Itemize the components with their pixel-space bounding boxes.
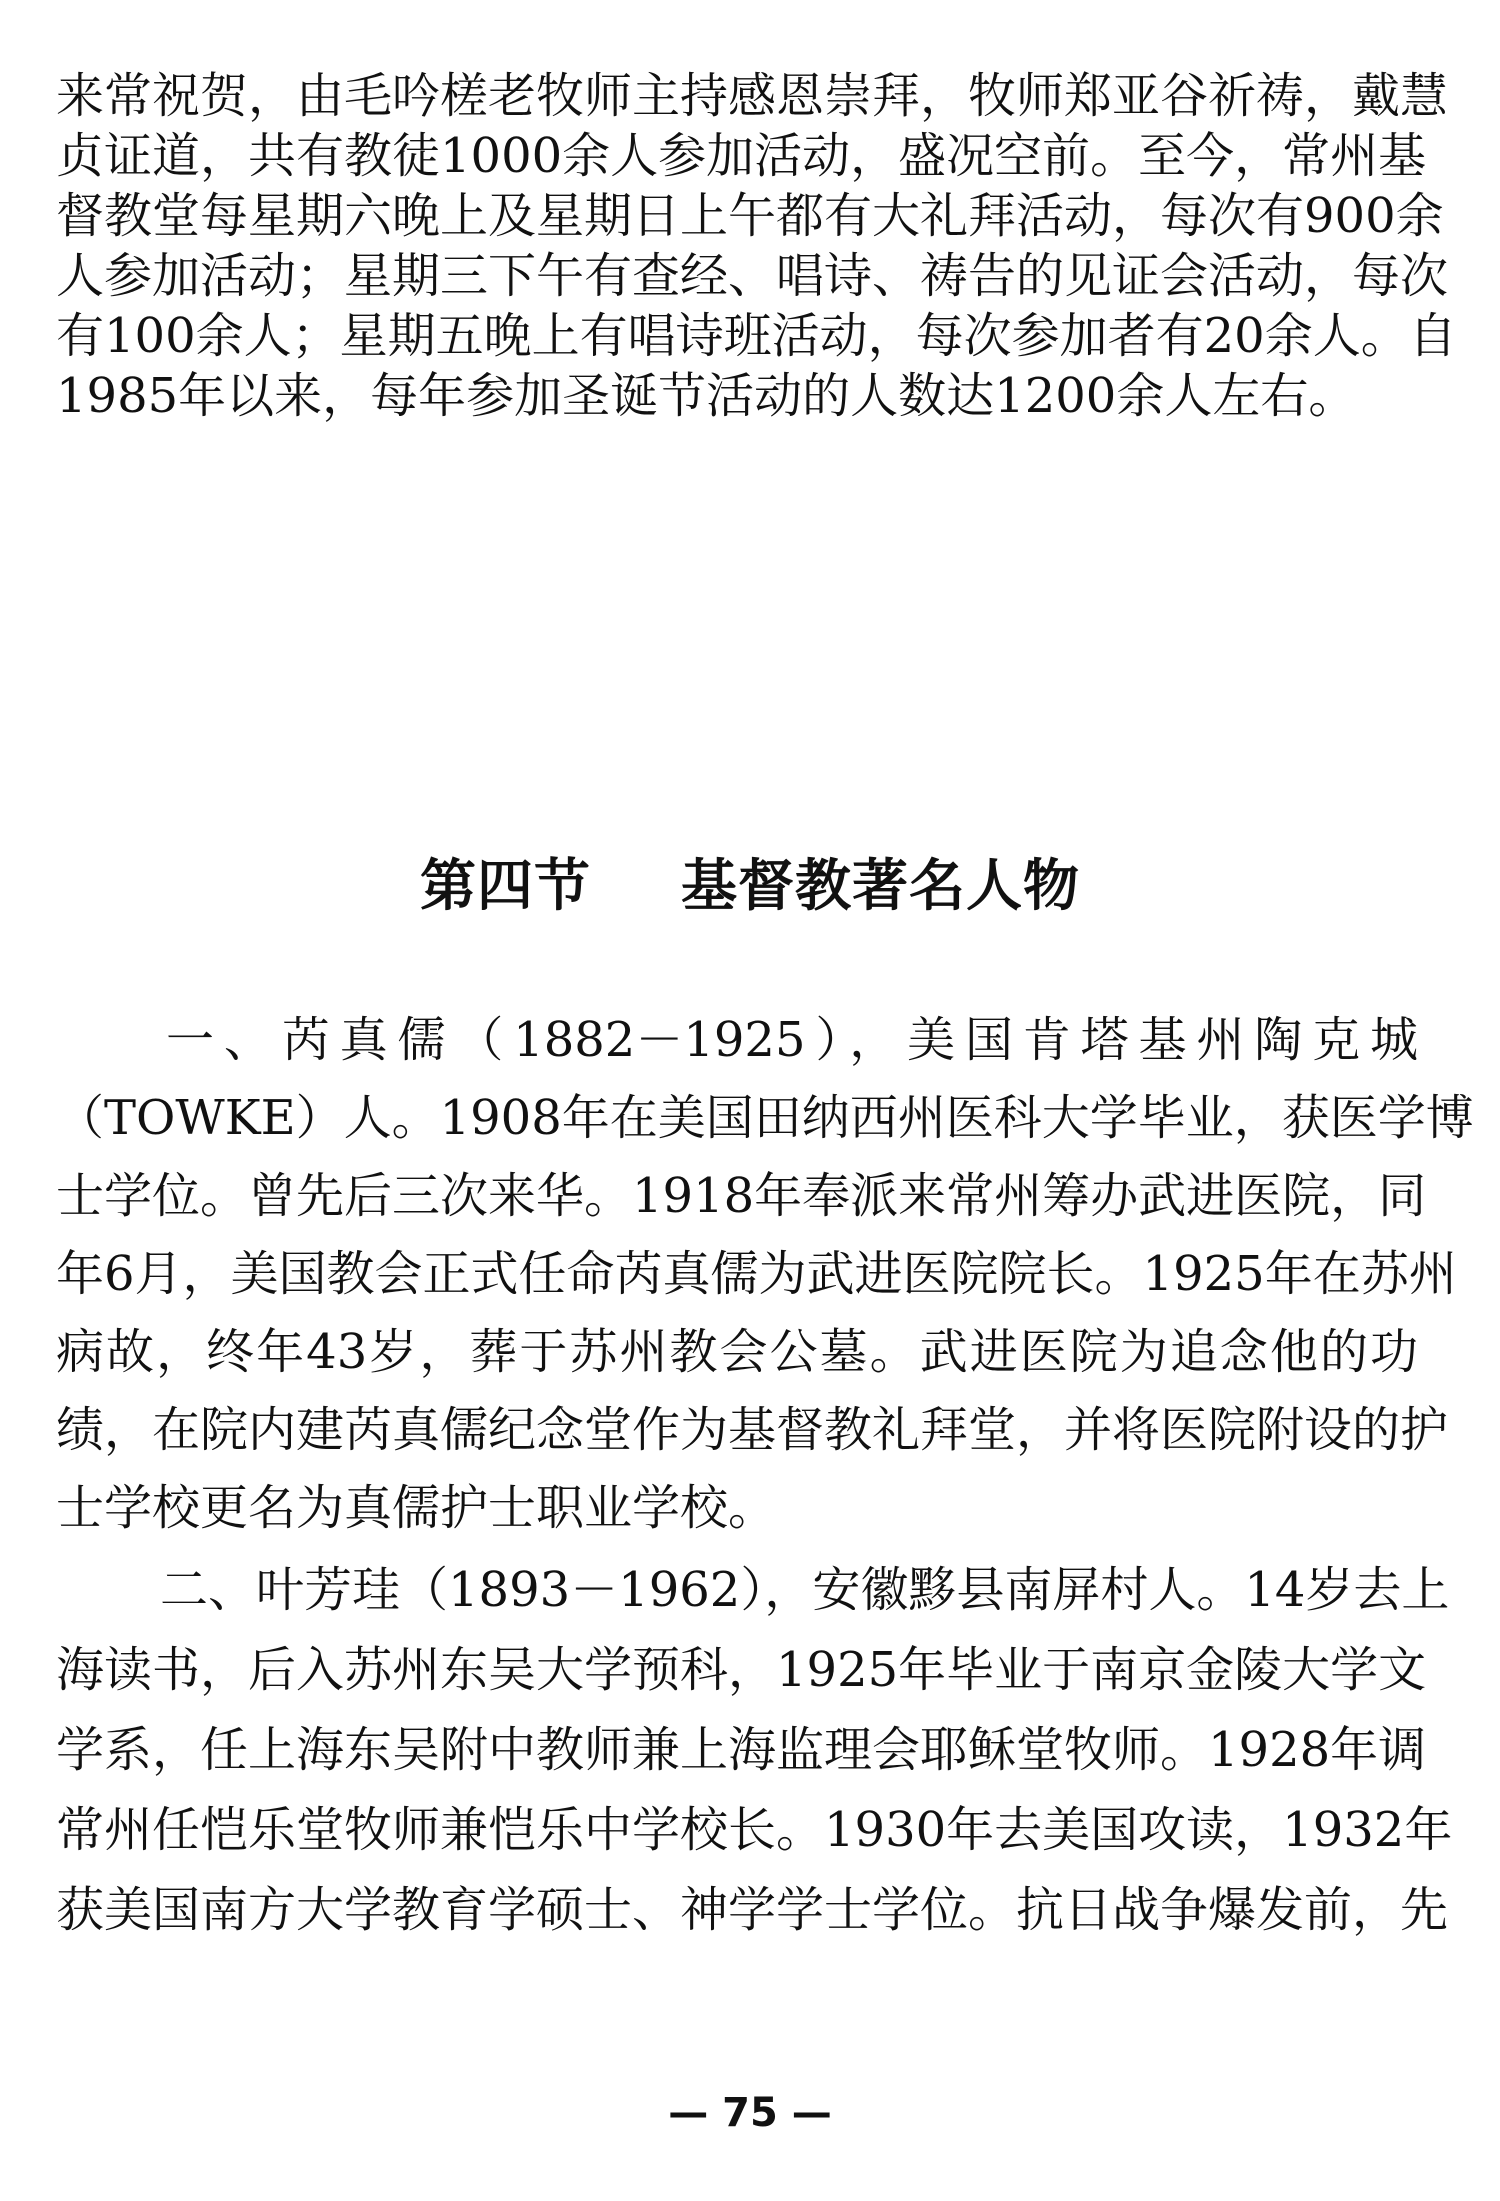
text-line: 二、叶芳珪（1893－1962），安徽黟县南屏村人。14岁去上 xyxy=(160,1562,1450,1618)
text-line: 病故，终年43岁，葬于苏州教会公墓。武进医院为追念他的功 xyxy=(56,1324,1418,1380)
text-line: 来常祝贺，由毛吟槎老牧师主持感恩崇拜，牧师郑亚谷祈祷，戴慧 xyxy=(56,68,1449,124)
text-line: 士学校更名为真儒护士职业学校。 xyxy=(56,1480,777,1536)
section-title: 基督教著名人物 xyxy=(681,853,1080,919)
text-line: 年6月，美国教会正式任命芮真儒为武进医院院长。1925年在苏州 xyxy=(56,1246,1457,1302)
text-line: 督教堂每星期六晚上及星期日上午都有大礼拜活动，每次有900余 xyxy=(56,188,1444,244)
text-line: 绩，在院内建芮真儒纪念堂作为基督教礼拜堂，并将医院附设的护 xyxy=(56,1402,1449,1458)
text-line: （TOWKE）人。1908年在美国田纳西州医科大学毕业，获医学博 xyxy=(56,1090,1474,1146)
text-line: 人参加活动；星期三下午有查经、唱诗、祷告的见证会活动，每次 xyxy=(56,248,1449,304)
text-line: 1985年以来，每年参加圣诞节活动的人数达1200余人左右。 xyxy=(56,368,1357,424)
text-line: 一、芮真儒（1882－1925），美国肯塔基州陶克城 xyxy=(166,1012,1418,1068)
text-line: 学系，任上海东吴附中教师兼上海监理会耶稣堂牧师。1928年调 xyxy=(56,1722,1427,1778)
text-line: 海读书，后入苏州东吴大学预科，1925年毕业于南京金陵大学文 xyxy=(56,1642,1427,1698)
section-heading xyxy=(0,850,1500,922)
text-line: 有100余人；星期五晚上有唱诗班活动，每次参加者有20余人。自 xyxy=(56,308,1457,364)
section-number: 第四节 xyxy=(420,853,591,919)
page-number: — 75 — xyxy=(668,2090,832,2136)
text-line: 常州任恺乐堂牧师兼恺乐中学校长。1930年去美国攻读，1932年 xyxy=(56,1802,1453,1858)
text-line: 获美国南方大学教育学硕士、神学学士学位。抗日战争爆发前，先 xyxy=(56,1882,1449,1938)
text-line: 士学位。曾先后三次来华。1918年奉派来常州筹办武进医院，同 xyxy=(56,1168,1427,1224)
text-line: 贞证道，共有教徒1000余人参加活动，盛况空前。至今，常州基 xyxy=(56,128,1427,184)
